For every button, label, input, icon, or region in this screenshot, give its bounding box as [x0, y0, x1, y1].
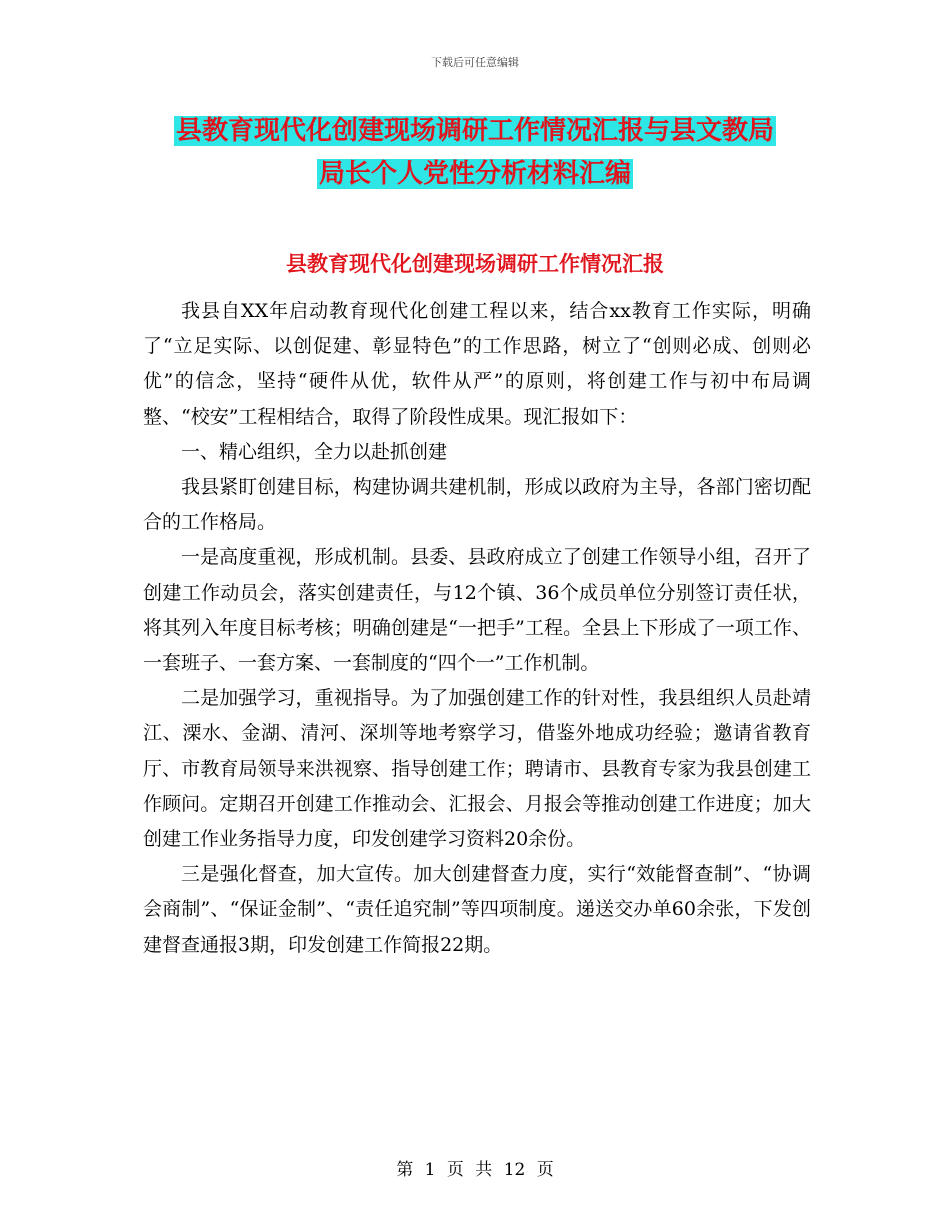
paragraph: 一是高度重视，形成机制。县委、县政府成立了创建工作领导小组，召开了创建工作动员会，落实创建责任，与12个镇、36个成员单位分别签订责任状，将其列入年度目标考核；明确创建是“一把手”工程。全县上下形成了一项工作、一套班子、一套方案、一套制度的“四个一”工作机制。 [143, 546, 811, 675]
paragraph-intro: 我县自XX年启动教育现代化创建工程以来，结合xx教育工作实际，明确了“立足实际、以创促建、彰显特色”的工作思路，树立了“创则必成、创则必优”的信念，坚持“硬件从优，软件从严”的原则，将创建工作与初中布局调整、“校安”工程相结合，取得了阶段性成果。现汇报如下： [143, 300, 811, 428]
section-title: 县教育现代化创建现场调研工作情况汇报 [286, 251, 664, 276]
document-title-line-2 [0, 157, 950, 191]
paragraph: 二是加强学习，重视指导。为了加强创建工作的针对性，我县组织人员赴靖江、溧水、金湖、清河、深圳等地考察学习，借鉴外地成功经验；邀请省教育厅、市教育局领导来洪视察、指导创建工作；聘请市、县教育专家为我县创建工作顾问。定期召开创建工作推动会、汇报会、月报会等推动创建工作进度；加大创建工作业务指导力度，印发创建学习资料20余份。 [143, 687, 811, 851]
document-body [143, 294, 811, 963]
paragraph: 我县紧盯创建目标，构建协调共建机制，形成以政府为主导，各部门密切配合的工作格局。 [143, 476, 811, 534]
document-title-line-2-text: 局长个人党性分析材料汇编 [318, 159, 631, 189]
page-footer: 第 1 页 共 12 页 [396, 1160, 554, 1180]
paragraph-heading-1: 一、精心组织，全力以赴抓创建 [181, 440, 448, 463]
paragraph: 三是强化督查，加大宣传。加大创建督查力度，实行“效能督查制”、“协调会商制”、“保证金制”、“责任追究制”等四项制度。递送交办单60余张，下发创建督查通报3期，印发创建工作简报22期。 [143, 863, 811, 956]
document-title-line-1-text: 县教育现代化创建现场调研工作情况汇报与县文教局 [175, 116, 774, 146]
document-title-line-1 [0, 114, 950, 148]
header-note: 下载后可任意编辑 [431, 56, 519, 69]
